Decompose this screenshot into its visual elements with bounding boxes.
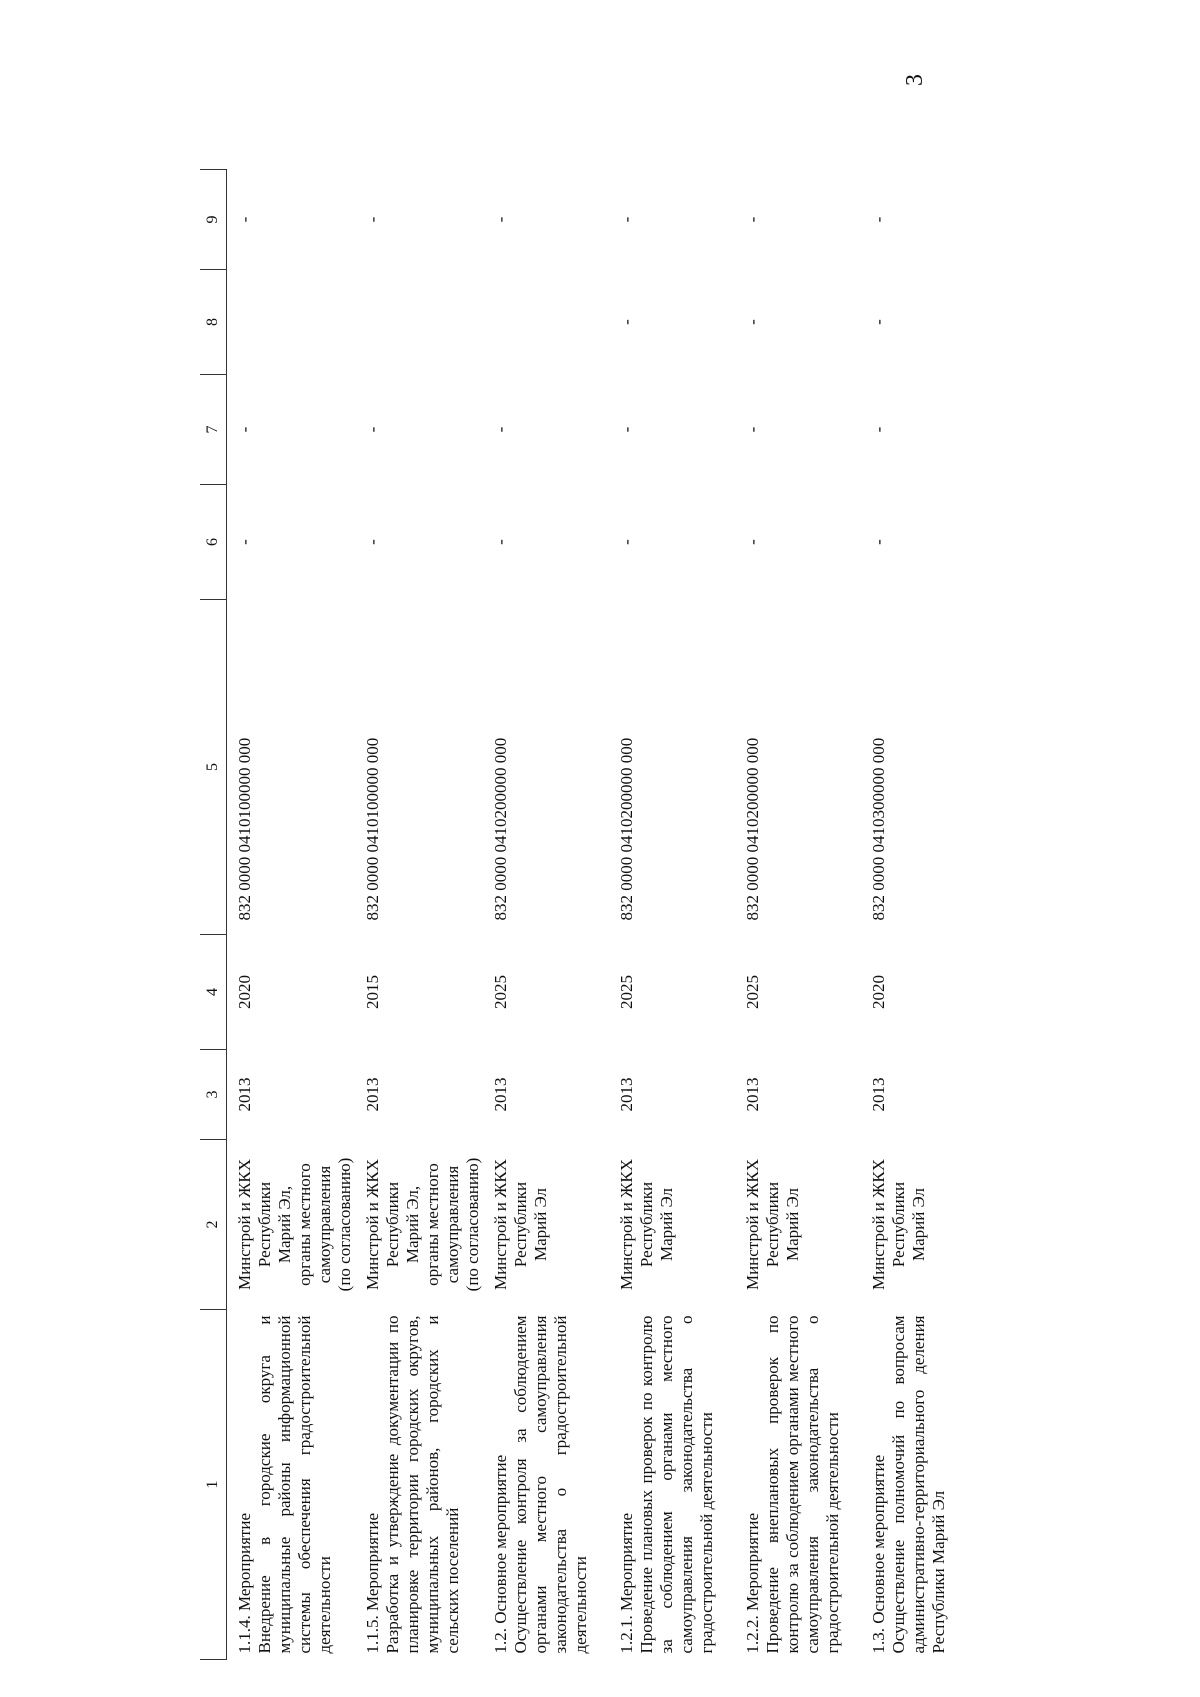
cell-c8 — [483, 270, 609, 375]
cell-c9: - — [235, 216, 254, 223]
executor-line: Марий Эл — [531, 1187, 550, 1262]
column-header: 3 — [200, 1050, 227, 1140]
cell-c7: - — [617, 426, 636, 433]
measure-title: 1.1.4. Мероприятие — [235, 1512, 254, 1654]
cell-c3: 2013 — [617, 1077, 636, 1112]
cell-c4: 2020 — [869, 975, 888, 1009]
cell-c8 — [355, 270, 483, 375]
table-row — [735, 170, 861, 1660]
executor-line: органы местного — [423, 1163, 442, 1286]
executor-line: Минстрой и ЖКХ — [869, 1158, 888, 1291]
measure-description: Разработка и утверждение документации по планировке территории городских округов, муниципальных районов, городских и сельских поселений — [383, 1315, 462, 1654]
executor-line: Минстрой и ЖКХ — [363, 1158, 382, 1291]
cell-c3: 2013 — [363, 1077, 382, 1112]
cell-c9: - — [743, 216, 762, 223]
executor-line: самоуправления — [443, 1165, 462, 1284]
cell-c9: - — [363, 216, 382, 223]
cell-c5: 832 0000 0410200000 000 — [743, 737, 762, 921]
executor-cell — [609, 1140, 735, 1310]
executor-line: органы местного — [295, 1163, 314, 1286]
cell-c5: 832 0000 0410100000 000 — [363, 737, 382, 921]
cell-c7: - — [235, 426, 254, 433]
measure-description: Внедрение в городские округа и муниципальные районы информационной системы обеспечения градостроительной деятельности — [255, 1315, 334, 1654]
executor-line: Минстрой и ЖКХ — [743, 1158, 762, 1291]
column-header: 5 — [200, 600, 227, 935]
executor-cell — [735, 1140, 861, 1310]
column-header: 7 — [200, 375, 227, 485]
cell-c4: 2020 — [235, 975, 254, 1009]
measure-title: 1.3. Основное мероприятие — [869, 1454, 888, 1654]
column-header: 2 — [200, 1140, 227, 1310]
executor-cell — [355, 1140, 483, 1310]
executor-line: Республики — [383, 1181, 402, 1268]
executor-line: Минстрой и ЖКХ — [491, 1158, 510, 1291]
column-header: 8 — [200, 270, 227, 375]
cell-c9: - — [491, 216, 510, 223]
executor-line: (по согласованию) — [463, 1157, 482, 1292]
table-row — [355, 170, 483, 1660]
cell-c3: 2013 — [491, 1077, 510, 1112]
cell-c6: - — [869, 539, 888, 545]
cell-c6: - — [491, 539, 510, 545]
cell-c3: 2013 — [869, 1077, 888, 1112]
executor-line: Минстрой и ЖКХ — [235, 1158, 254, 1291]
executor-line: Марий Эл, — [403, 1185, 422, 1264]
table-row — [483, 170, 609, 1660]
page-number: 3 — [902, 74, 928, 86]
program-table-sheet — [200, 170, 960, 1660]
executor-line: Марий Эл — [657, 1187, 676, 1262]
cell-c5: 832 0000 0410200000 000 — [617, 737, 636, 921]
table-body — [227, 170, 988, 1660]
cell-c7: - — [491, 426, 510, 433]
table-row — [609, 170, 735, 1660]
cell-c3: 2013 — [235, 1077, 254, 1112]
column-header: 4 — [200, 935, 227, 1050]
measure-cell — [861, 1310, 987, 1660]
measure-description: Проведение плановых проверок по контролю за соблюдением органами местного самоуправления законодательства о градостроительной деятельности — [637, 1315, 716, 1654]
executor-line: Республики — [511, 1181, 530, 1268]
measure-description: Осуществление контроля за соблюдением органами местного самоуправления законодательства о градостроительной деятельности — [511, 1315, 590, 1654]
executor-line: Марий Эл, — [275, 1185, 294, 1264]
executor-line: Марий Эл — [783, 1187, 802, 1262]
measure-cell — [735, 1310, 861, 1660]
measure-cell — [227, 1310, 356, 1660]
measure-title: 1.2.1. Мероприятие — [617, 1512, 636, 1654]
column-header: 6 — [200, 485, 227, 600]
cell-c5: 832 0000 0410200000 000 — [491, 737, 510, 921]
executor-line: Марий Эл — [909, 1187, 928, 1262]
cell-c9: - — [869, 216, 888, 223]
cell-c5: 832 0000 0410100000 000 — [235, 737, 254, 921]
cell-c6: - — [363, 539, 382, 545]
measure-cell — [483, 1310, 609, 1660]
cell-c8: - — [869, 319, 888, 325]
measure-cell — [609, 1310, 735, 1660]
cell-c9: - — [617, 216, 636, 223]
table-header-row — [200, 170, 227, 1660]
cell-c7: - — [363, 426, 382, 433]
measure-title: 1.2. Основное мероприятие — [491, 1454, 510, 1654]
executor-line: Республики — [637, 1181, 656, 1268]
cell-c8 — [227, 270, 356, 375]
cell-c6: - — [617, 539, 636, 545]
executor-line: Республики — [763, 1181, 782, 1268]
cell-c5: 832 0000 0410300000 000 — [869, 737, 888, 921]
executor-line: (по согласованию) — [335, 1157, 354, 1292]
measure-title: 1.2.2. Мероприятие — [743, 1512, 762, 1654]
cell-c6: - — [743, 539, 762, 545]
executor-cell — [861, 1140, 987, 1310]
measure-cell — [355, 1310, 483, 1660]
column-header: 9 — [200, 170, 227, 270]
cell-c4: 2025 — [743, 975, 762, 1009]
cell-c4: 2025 — [617, 975, 636, 1009]
cell-c7: - — [743, 426, 762, 433]
executor-line: Республики — [255, 1181, 274, 1268]
measure-description: Осуществление полномочий по вопросам административно-территориального деления Республики Марий Эл — [889, 1315, 948, 1654]
cell-c7: - — [869, 426, 888, 433]
executor-cell — [483, 1140, 609, 1310]
cell-c8: - — [617, 319, 636, 325]
executor-line: Республики — [889, 1181, 908, 1268]
executor-line: Минстрой и ЖКХ — [617, 1158, 636, 1291]
cell-c4: 2015 — [363, 975, 382, 1009]
cell-c3: 2013 — [743, 1077, 762, 1112]
executor-line: самоуправления — [315, 1165, 334, 1284]
column-header: 1 — [200, 1310, 227, 1660]
table-row — [861, 170, 987, 1660]
measure-description: Проведение внеплановых проверок по контролю за соблюдением органами местного самоуправления законодательства о градостроительной деятельности — [763, 1315, 842, 1654]
cell-c8: - — [743, 319, 762, 325]
table-row — [227, 170, 356, 1660]
executor-cell — [227, 1140, 356, 1310]
cell-c4: 2025 — [491, 975, 510, 1009]
measure-title: 1.1.5. Мероприятие — [363, 1512, 382, 1654]
cell-c6: - — [235, 539, 254, 545]
program-table — [200, 169, 987, 1660]
